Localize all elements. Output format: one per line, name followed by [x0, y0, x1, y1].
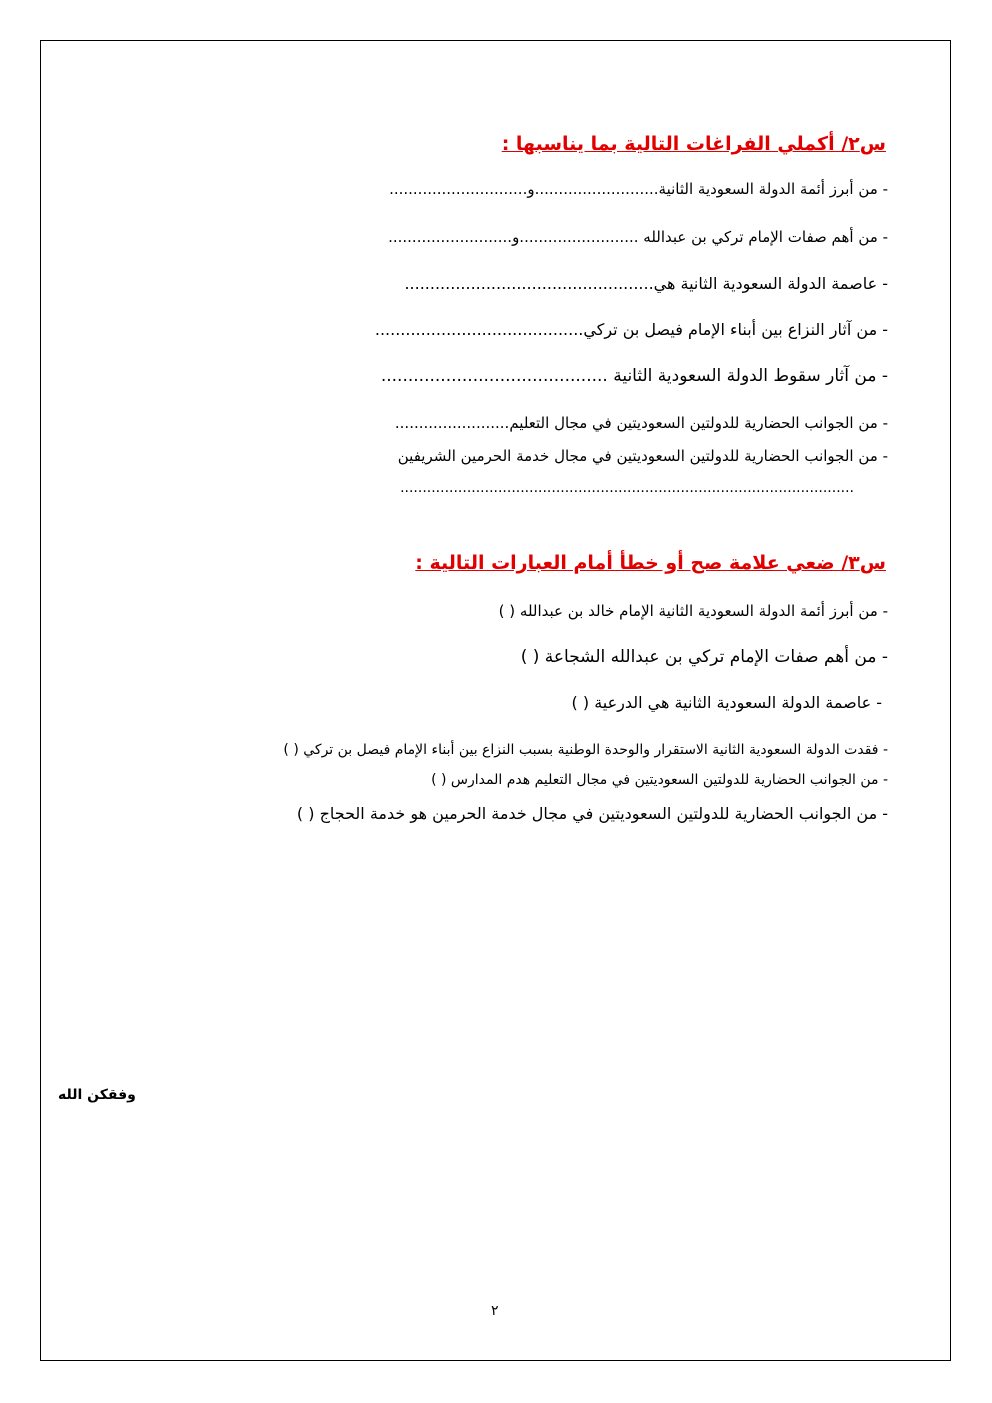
fill-blank-item-1: - من أبرز أئمة الدولة السعودية الثانية..........................و.............................: [389, 180, 888, 198]
section2-heading: س٢/ أكملي الفراغات التالية بما يناسبها :: [501, 133, 886, 155]
true-false-item-6: - من الجوانب الحضارية للدولتين السعوديتين في مجال خدمة الحرمين هو خدمة الحجاج ( ): [296, 804, 888, 823]
closing-text: وفقكن الله: [58, 1087, 136, 1103]
true-false-item-4: - فقدت الدولة السعودية الثانية الاستقرار والوحدة الوطنية بسبب النزاع بين أبناء الإمام فيصل بن تركي ( ): [283, 742, 888, 758]
fill-blank-item-6: - من الجوانب الحضارية للدولتين السعوديتين في مجال التعليم........................: [394, 414, 888, 432]
true-false-item-5: - من الجوانب الحضارية للدولتين السعوديتين في مجال التعليم هدم المدارس ( ): [431, 772, 888, 788]
true-false-item-2: - من أهم صفات الإمام تركي بن عبدالله الشجاعة ( ): [520, 647, 888, 667]
true-false-item-3: - عاصمة الدولة السعودية الثانية هي الدرعية ( ): [571, 693, 882, 712]
page-number: ٢: [491, 1303, 499, 1319]
fill-blank-item-3: - عاصمة الدولة السعودية الثانية هي.................................................: [404, 274, 888, 293]
fill-blank-item-5: - من آثار سقوط الدولة السعودية الثانية ..........................................: [380, 366, 888, 386]
fill-blank-item-8: ......................................................................................................: [400, 480, 854, 496]
fill-blank-item-7: - من الجوانب الحضارية للدولتين السعوديتين في مجال خدمة الحرمين الشريفين: [397, 447, 888, 465]
fill-blank-item-2: - من أهم صفات الإمام تركي بن عبدالله .........................و..........................: [388, 228, 888, 246]
fill-blank-item-4: - من آثار النزاع بين أبناء الإمام فيصل بن تركي.........................................: [374, 320, 888, 339]
true-false-item-1: - من أبرز أئمة الدولة السعودية الثانية الإمام خالد بن عبدالله ( ): [498, 602, 888, 620]
section3-heading: س٣/ ضعي علامة صح أو خطأ أمام العبارات التالية :: [415, 552, 886, 574]
